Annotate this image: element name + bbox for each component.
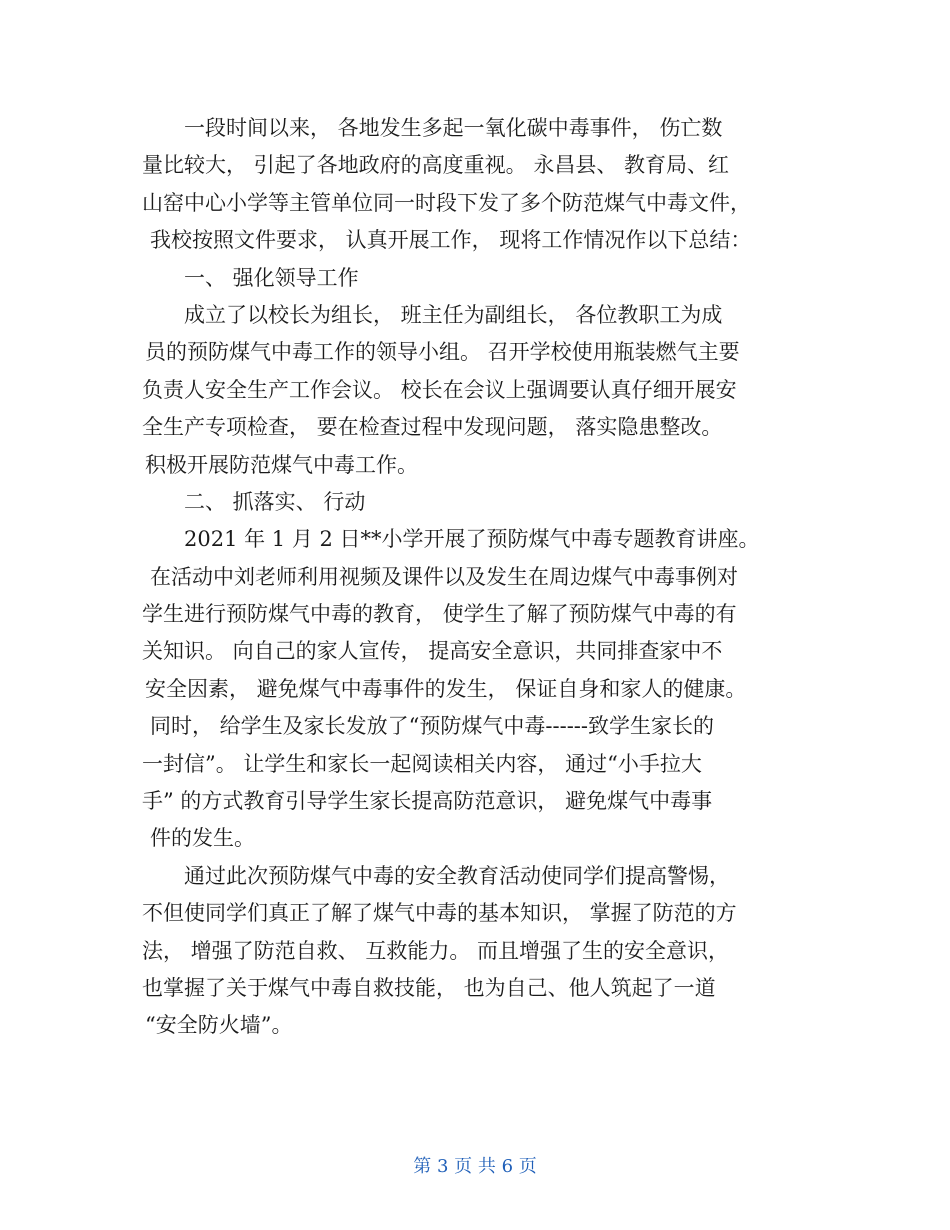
text-line: 同时， 给学生及家长发放了“预防煤气中毒------致学生家长的 [150,714,714,739]
text-line: 成立了以校长为组长， 班主任为副组长， 各位教职工为成 [184,302,723,327]
text-line: 一段时间以来， 各地发生多起一氧化碳中毒事件， 伤亡数 [184,116,723,140]
text-line: 负责人安全生产工作会议。 校长在会议上强调要认真仔细开展安 [142,377,737,402]
text-line: 关知识。 向自己的家人宣传， 提高安全意识，共同排查家中不 [142,639,723,664]
text-line: 积极开展防范煤气中毒工作。 [145,452,418,477]
text-line: 不但使同学们真正了解了煤气中毒的基本知识， 掌握了防范的方 [142,901,737,926]
page-number-footer: 第 3 页 共 6 页 [413,1156,537,1177]
text-line: 我校按照文件要求， 认真开展工作， 现将工作情况作以下总结： [150,228,752,253]
text-line: 法， 增强了防范自救、 互救能力。 而且增强了生的安全意识， [142,938,730,963]
text-line: 手” 的方式教育引导学生家长提高防范意识， 避免煤气中毒事 [142,789,713,814]
text-line: 员的预防煤气中毒工作的领导小组。 召开学校使用瓶装燃气主要 [145,340,740,365]
text-line: 通过此次预防煤气中毒的安全教育活动使同学们提高警惕， [184,863,730,888]
section-heading-1: 一、 强化领导工作 [184,265,359,290]
text-line: 也掌握了关于煤气中毒自救技能， 也为自己、他人筑起了一道 [142,975,716,1000]
text-line: 件的发生。 [150,826,255,851]
text-line: 在活动中刘老师利用视频及课件以及发生在周边煤气中毒事例对 [150,564,738,589]
text-line: 2021 年 1 月 2 日**小学开展了预防煤气中毒专题教育讲座。 [184,527,760,552]
text-line: 山窑中心小学等主管单位同一时段下发了多个防范煤气中毒文件， [142,190,751,215]
section-heading-2: 二、 抓落实、 行动 [184,489,366,514]
document-body [142,110,822,1045]
text-line: 全生产专项检查， 要在检查过程中发现问题， 落实隐患整改。 [142,415,723,440]
text-line: 学生进行预防煤气中毒的教育， 使学生了解了预防煤气中毒的有 [142,602,737,627]
text-line: 一封信”。 让学生和家长一起阅读相关内容， 通过“小手拉大 [142,751,702,776]
text-line: 量比较大， 引起了各地政府的高度重视。 永昌县、 教育局、红 [142,153,730,178]
text-line: 安全因素， 避免煤气中毒事件的发生， 保证自身和家人的健康。 [145,676,747,701]
text-line: “安全防火墙”。 [145,1013,293,1038]
